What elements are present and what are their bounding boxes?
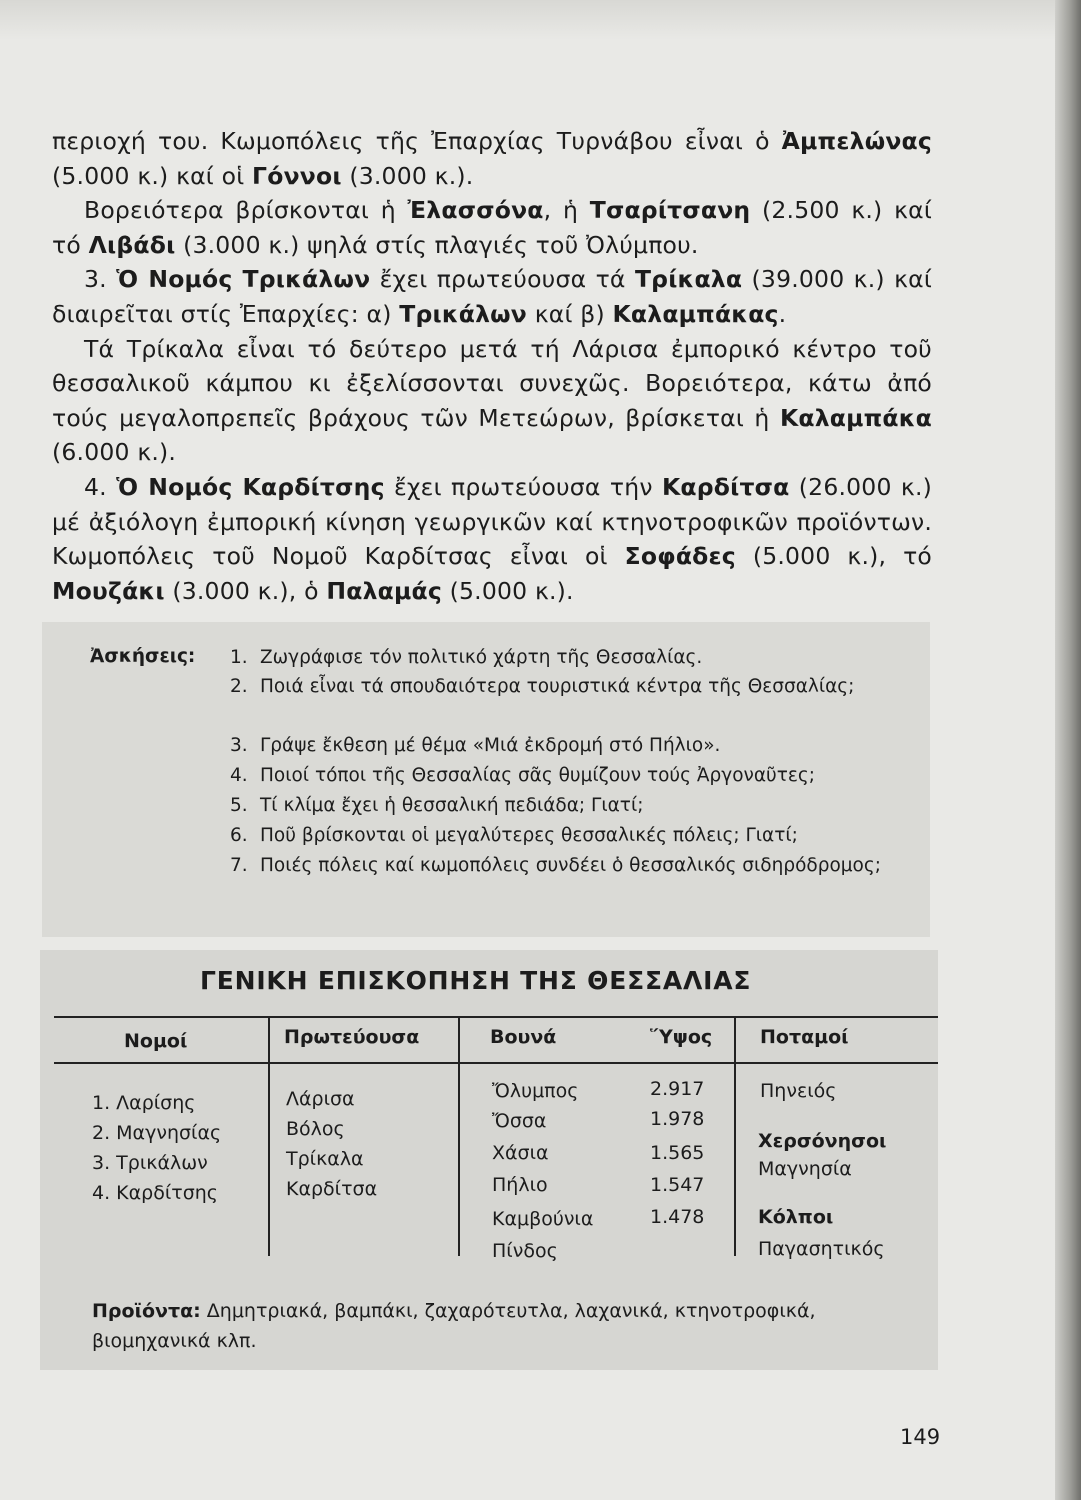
p2-text-g: (3.000 κ.) ψηλά στίς πλαγιές τοῦ Ὀλύμπου.: [175, 230, 699, 259]
p1-text-e: (3.000 κ.).: [341, 161, 474, 190]
altitude-cell: 1.547: [650, 1174, 705, 1196]
exercise-number: 6.: [230, 825, 248, 846]
prefecture-cell: 1. Λαρίσης: [92, 1092, 196, 1114]
exercises-title: Ἀσκήσεις:: [90, 646, 196, 667]
products-line: [92, 1296, 922, 1356]
p5-text-h: (3.000 κ.), ὁ: [164, 576, 327, 605]
paragraph-3: [52, 262, 932, 331]
body-text: [52, 124, 932, 608]
place-tsaritsani: Τσαρίτσανη: [589, 196, 751, 225]
mountain-cell: Πήλιο: [492, 1174, 548, 1196]
p3-text-h: .: [778, 299, 787, 328]
place-elassona: Ἐλασσόνα: [407, 196, 544, 225]
p5-number: 4.: [84, 472, 117, 501]
prefecture-cell: 2. Μαγνησίας: [92, 1122, 222, 1144]
mountain-cell: Ὄλυμπος: [492, 1080, 579, 1102]
exercise-text: Ποιές πόλεις καί κωμοπόλεις συνδέει ὁ θεσσαλικός σιδηρόδρομος;: [260, 855, 881, 876]
mountain-cell: Ὄσσα: [492, 1110, 547, 1132]
place-palamas: Παλαμάς: [326, 576, 442, 605]
altitude-cell: 1.565: [650, 1142, 705, 1164]
prefecture-trikala-heading: Ὁ Νομός Τρικάλων: [116, 265, 371, 294]
header-capital: Πρωτεύουσα: [284, 1026, 420, 1048]
p4-text-c: (6.000 κ.).: [52, 438, 177, 467]
header-rivers: Ποταμοί: [760, 1026, 849, 1048]
p3-text-b: ἔχει πρωτεύουσα τά: [370, 265, 635, 294]
paragraph-4: [52, 332, 932, 470]
p3-text-d: (39.000 κ.) καί διαιρεῖται στίς Ἐπαρχίες: α): [52, 265, 932, 328]
place-kalampaka: Καλαμπάκα: [779, 403, 932, 432]
capital-cell: Καρδίτσα: [286, 1178, 378, 1200]
paragraph-5: [52, 470, 932, 608]
place-sofades: Σοφάδες: [624, 542, 736, 571]
gulf-cell: Παγασητικός: [758, 1238, 885, 1260]
p2-text-c: , ἡ: [543, 196, 590, 225]
p3-number: 3.: [84, 265, 117, 294]
p5-text-f: (5.000 κ.), τό: [735, 542, 932, 571]
overview-title: ΓΕΝΙΚΗ ΕΠΙΣΚΟΠΗΣΗ ΤΗΣ ΘΕΣΣΑΛΙΑΣ: [200, 966, 752, 995]
river-cell: Πηνειός: [760, 1080, 837, 1102]
capital-cell: Τρίκαλα: [286, 1148, 364, 1170]
province-trikala: Τρικάλων: [399, 299, 528, 328]
exercise-number: 5.: [230, 795, 248, 816]
prefecture-karditsa-heading: Ὁ Νομός Καρδίτσης: [116, 472, 385, 501]
peninsulas-label: Χερσόνησοι: [758, 1130, 887, 1152]
prefecture-cell: 4. Καρδίτσης: [92, 1182, 218, 1204]
table-divider-2: [458, 1016, 460, 1256]
p2-text: Βορειότερα βρίσκονται ἡ: [84, 196, 408, 225]
capital-cell: Βόλος: [286, 1118, 345, 1140]
gulfs-label: Κόλποι: [758, 1206, 834, 1228]
products-text: Δημητριακά, βαμπάκι, ζαχαρότευτλα, λαχανικά, κτηνοτροφικά, βιομηχανικά κλπ.: [92, 1300, 816, 1352]
capital-cell: Λάρισα: [286, 1088, 355, 1110]
table-header-rule: [54, 1062, 938, 1064]
altitude-cell: 2.917: [650, 1078, 705, 1100]
paragraph-2: [52, 193, 932, 262]
p1-text: περιοχή του. Κωμοπόλεις τῆς Ἐπαρχίας Τυρνάβου εἶναι ὁ: [52, 127, 782, 155]
exercise-text: Ποῦ βρίσκονται οἱ μεγαλύτερες θεσσαλικές πόλεις; Γιατί;: [260, 825, 798, 846]
table-divider-1: [268, 1016, 270, 1256]
place-trikala: Τρίκαλα: [634, 265, 743, 294]
exercises-box: [42, 622, 930, 937]
exercise-text: Τί κλίμα ἔχει ἡ θεσσαλική πεδιάδα; Γιατί;: [260, 795, 644, 816]
overview-box: [40, 950, 938, 1370]
altitude-cell: 1.478: [650, 1206, 705, 1228]
exercise-text: Γράψε ἔκθεση μέ θέμα «Μιά ἐκδρομή στό Πήλιο».: [260, 735, 721, 756]
exercise-text: Ποιά εἶναι τά σπουδαιότερα τουριστικά κέντρα τῆς Θεσσαλίας;: [260, 676, 855, 697]
place-mouzaki: Μουζάκι: [52, 576, 165, 605]
exercise-number: 4.: [230, 765, 248, 786]
p5-text-b: ἔχει πρωτεύουσα τήν: [384, 472, 662, 501]
table-top-rule: [54, 1016, 938, 1018]
place-karditsa: Καρδίτσα: [661, 472, 790, 501]
peninsula-cell: Μαγνησία: [758, 1158, 852, 1180]
mountain-cell: Καμβούνια: [492, 1208, 594, 1230]
place-livadi: Λιβάδι: [88, 230, 176, 259]
p1-text-c: (5.000 κ.) καί οἱ: [52, 161, 253, 190]
header-altitude: Ὕψος: [650, 1026, 713, 1048]
prefecture-cell: 3. Τρικάλων: [92, 1152, 208, 1174]
header-prefectures: Νομοί: [124, 1030, 188, 1052]
products-label: Προϊόντα:: [92, 1300, 201, 1322]
mountain-cell: Χάσια: [492, 1142, 549, 1164]
p5-text-d: (26.000 κ.) μέ ἀξιόλογη ἐμπορική κίνηση γεωργικῶν καί κτηνοτροφικῶν προϊόντων. Κωμοπόλεις τοῦ Νομοῦ Καρδίτσας εἶναι οἱ: [52, 472, 932, 571]
p2-text-e: (2.500 κ.) καί τό: [52, 196, 932, 259]
mountain-cell: Πίνδος: [492, 1240, 558, 1262]
place-ampelonas: Ἀμπελώνας: [781, 127, 932, 155]
exercise-text: Ζωγράφισε τόν πολιτικό χάρτη τῆς Θεσσαλίας.: [260, 647, 703, 668]
place-gonnoi: Γόννοι: [252, 161, 342, 190]
table-divider-3: [734, 1016, 736, 1256]
page-top-shadow: [0, 0, 1081, 40]
p5-text-j: (5.000 κ.).: [441, 576, 574, 605]
exercise-number: 7.: [230, 855, 248, 876]
page-number: 149: [900, 1425, 941, 1449]
page-binding-edge: [1055, 0, 1081, 1500]
p3-text-f: καί β): [527, 299, 613, 328]
exercise-text: Ποιοί τόποι τῆς Θεσσαλίας σᾶς θυμίζουν τούς Ἀργοναῦτες;: [260, 765, 815, 786]
p4-text: Τά Τρίκαλα εἶναι τό δεύτερο μετά τή Λάρισα ἐμπορικό κέντρο τοῦ θεσσαλικοῦ κάμπου κι ἐξελίσσονται συνεχῶς. Βορειότερα, κάτω ἀπό τούς μεγαλοπρεπεῖς βράχους τῶν Μετεώρων, βρίσκεται ἡ: [52, 334, 932, 432]
exercise-number: 3.: [230, 735, 248, 756]
province-kalampaka: Καλαμπάκας: [612, 299, 779, 328]
exercise-number: 1.: [230, 647, 248, 668]
header-mountains: Βουνά: [490, 1026, 557, 1048]
exercise-number: 2.: [230, 676, 248, 697]
altitude-cell: 1.978: [650, 1108, 705, 1130]
paragraph-1: [52, 124, 932, 193]
